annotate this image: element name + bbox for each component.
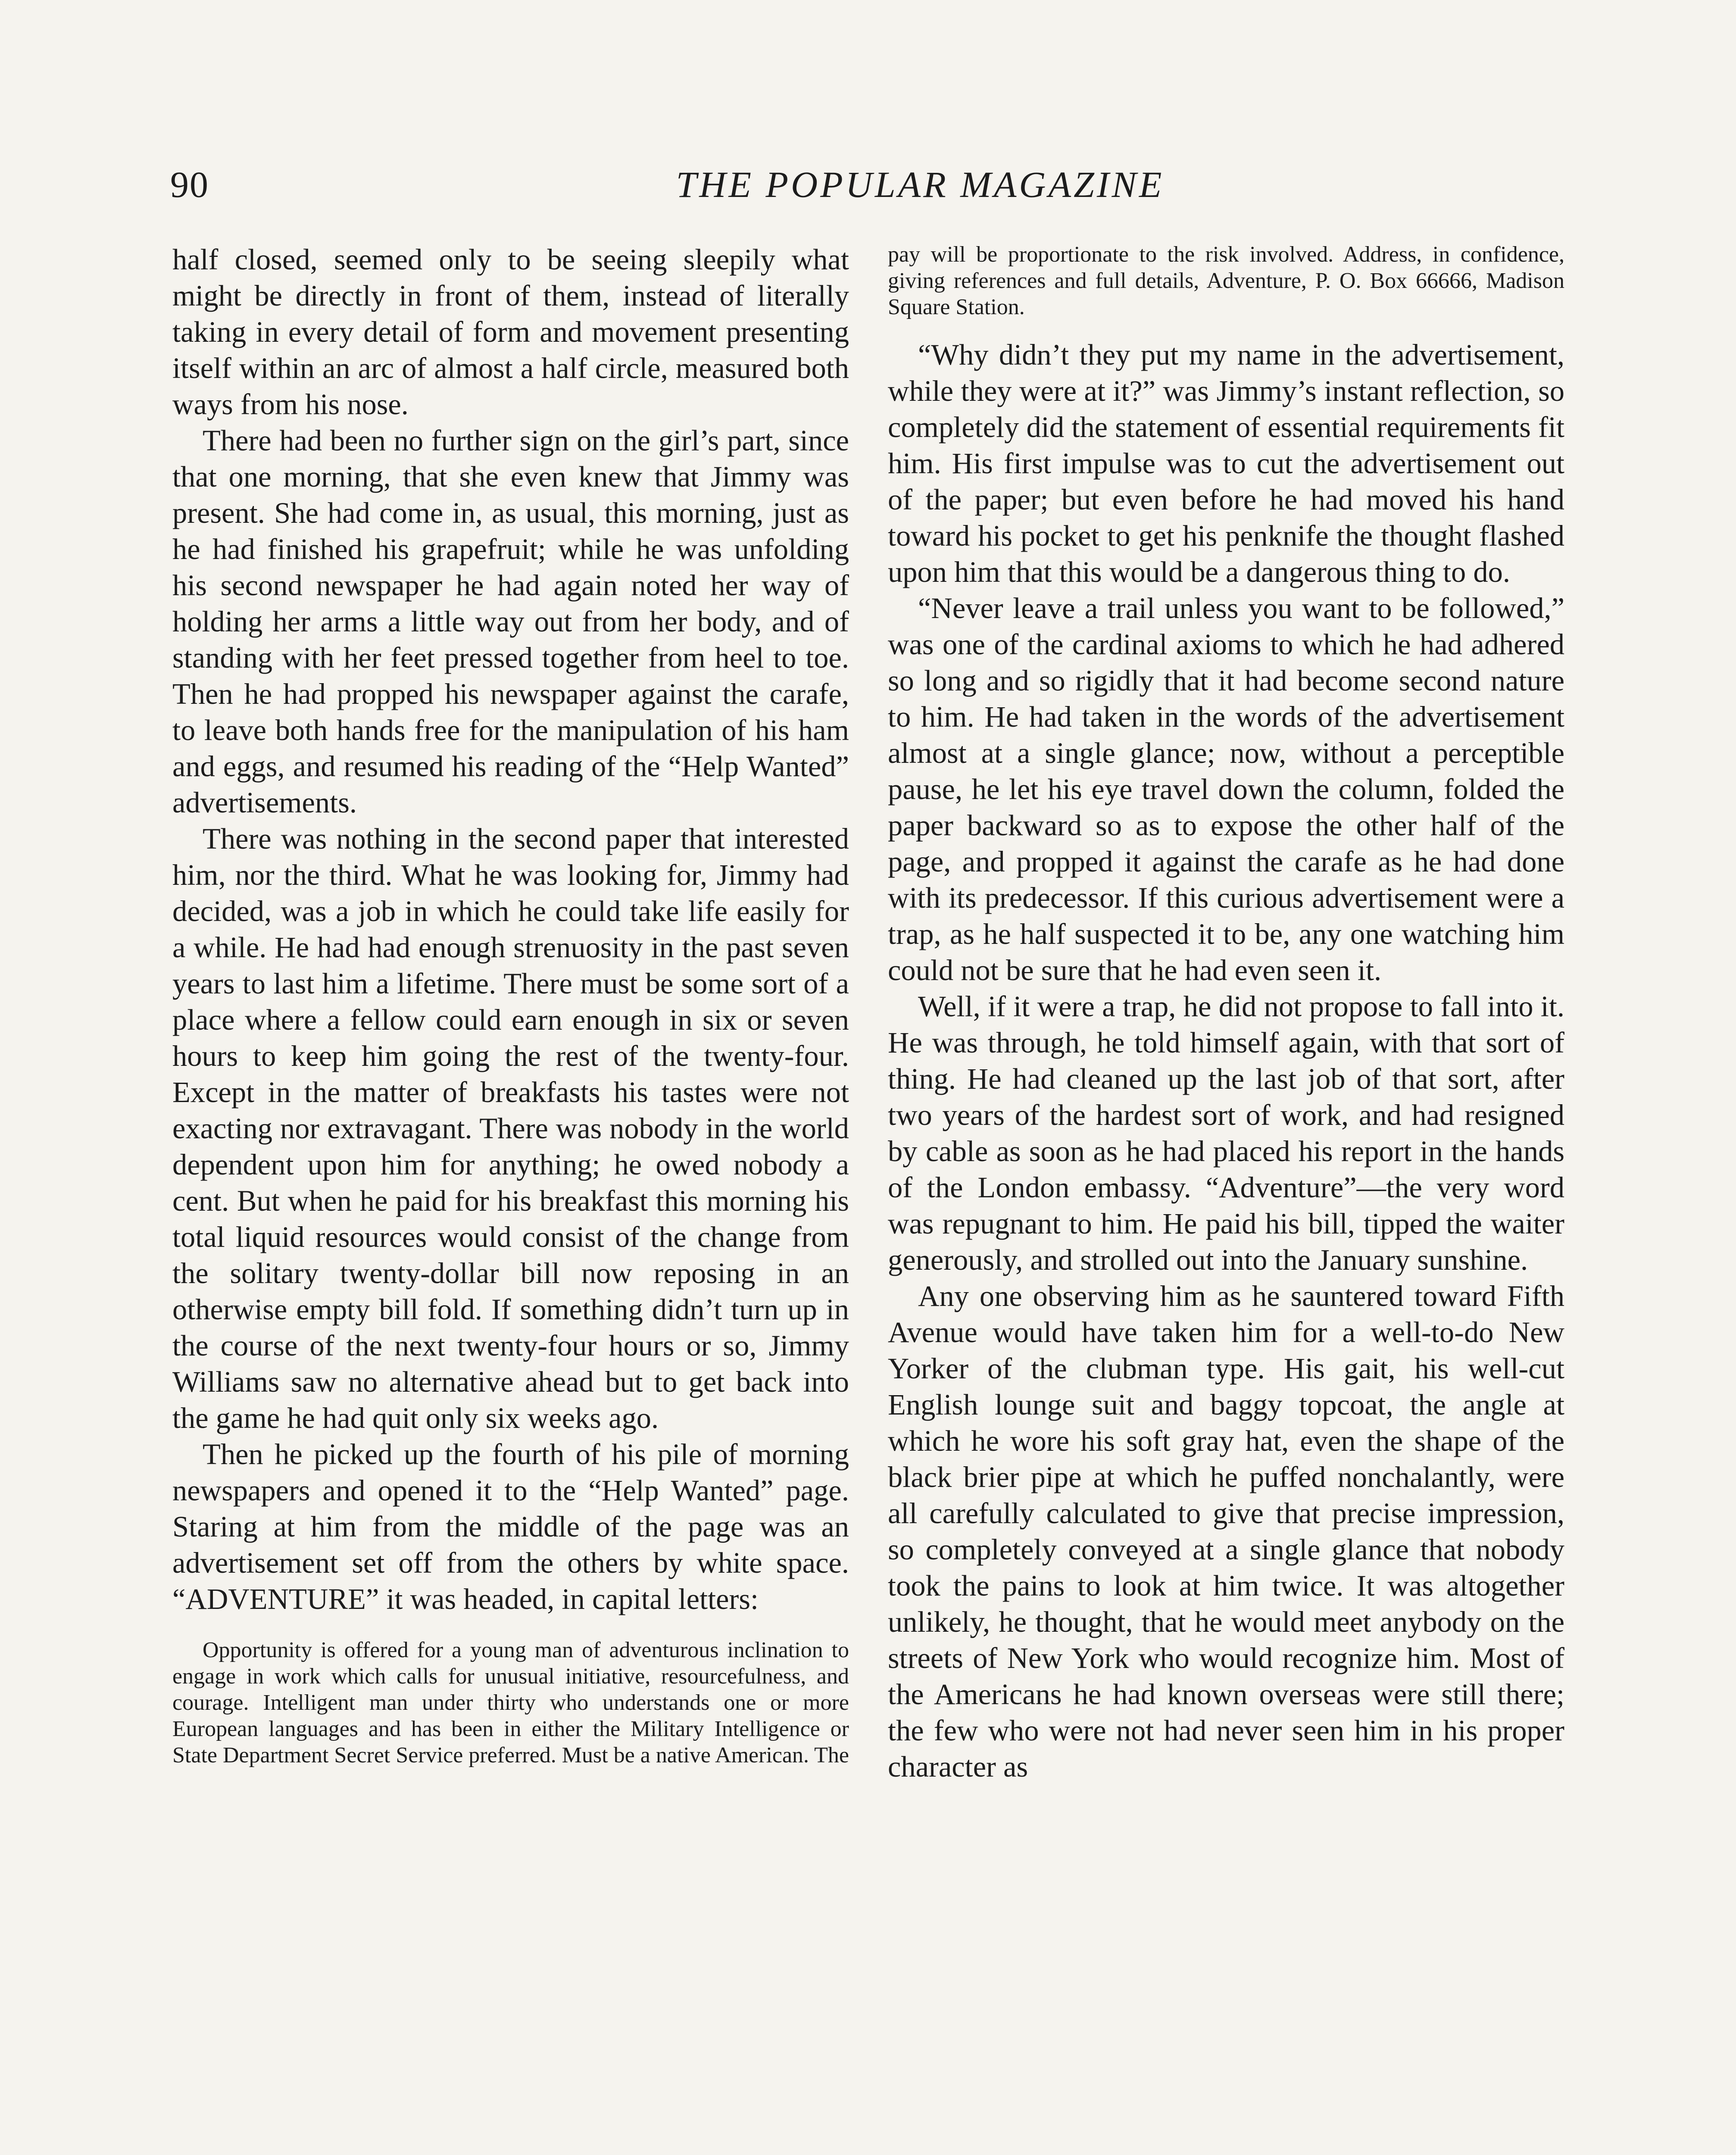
paragraph: Well, if it were a trap, he did not propose to fall into it. He was through, he told himself again, with that sort of thing. He had cleaned up the last job of that sort, after two years of the hardest sort of work, and had resigned by cable as soon as he had placed his report in the hands of the London embassy. “Adventure”—the very word was repugnant to him. He paid his bill, tipped the waiter generously, and strolled out into the January sunshine.	[888, 990, 1564, 1276]
advertisement-text: Opportunity is offered for a young man of adventurous inclination to engage in work which calls for unusual initiative, resourcefulness, and courage. Intelligent man under thirty who understands one or more European languages and has been in either the Military Intelligence or State Department Secret Service preferred. Must be a native American. The	[172, 1638, 849, 1768]
page-number: 90	[170, 164, 209, 205]
paragraph: half closed, seemed only to be seeing sleepily what might be directly in front of them, instead of literally taking in every detail of form and movement presenting itself within an arc of almost a half circle, measured both ways from his nose.	[172, 243, 849, 421]
paragraph: There was nothing in the second paper that interested him, nor the third. What he was looking for, Jimmy had decided, was a job in which he could take life easily for a while. He had had enough strenuosity in the past seven years to last him a lifetime. There must be some sort of a place where a fellow could earn enough in six or seven hours to keep him going the rest of the twenty-four. Except in the matter of breakfasts his tastes were not exacting nor extravagant. There was nobody in the world dependent upon him for anything; he owed nobody a cent. But when he paid for his breakfast this morning his total liquid resources would consist of the change from the solitary twenty-dollar bill now reposing in an otherwise empty bill fold. If something didn’t turn up in the course of the next twenty-four hours or so, Jimmy Williams saw no alternative ahead but to get back into the game he had quit only six weeks ago.	[172, 822, 849, 1434]
right-column	[888, 241, 1564, 1785]
paragraph: Any one observing him as he sauntered toward Fifth Avenue would have taken him for a well-to-do New Yorker of the clubman type. His gait, his well-cut English lounge suit and baggy topcoat, the angle at which he wore his soft gray hat, even the shape of the black brier pipe at which he puffed nonchalantly, were all carefully calculated to give that precise impression, so completely conveyed at a single glance that nobody took the pains to look at him twice. It was altogether unlikely, he thought, that he would meet anybody on the streets of New York who would recognize him. Most of the Americans he had known overseas were still there; the few who were not had never seen him in his proper character as	[888, 1280, 1564, 1783]
running-title: THE POPULAR MAGAZINE	[676, 164, 1165, 205]
paragraph: Then he picked up the fourth of his pile of morning newspapers and opened it to the “Help Wanted” page. Staring at him from the middle of the page was an advertisement set off from the others by white space. “ADVENTURE” it was headed, in capital letters:	[172, 1438, 849, 1615]
advertisement-text-continued: pay will be proportionate to the risk involved. Address, in confidence, giving references and full details, Adventure, P. O. Box 66666, Madison Square Station.	[888, 242, 1564, 319]
paragraph: There had been no further sign on the girl’s part, since that one morning, that she even knew that Jimmy was present. She had come in, as usual, this morning, just as he had finished his grapefruit; while he was unfolding his second newspaper he had again noted her way of holding her arms a little way out from her body, and of standing with her feet pressed together from heel to toe. Then he had propped his newspaper against the carafe, to leave both hands free for the manipulation of his ham and eggs, and resumed his reading of the “Help Wanted” advertisements.	[172, 424, 849, 819]
left-column	[172, 241, 849, 1768]
paragraph: “Never leave a trail unless you want to be followed,” was one of the cardinal axioms to which he had adhered so long and so rigidly that it had become second nature to him. He had taken in the words of the advertisement almost at a single glance; now, without a perceptible pause, he let his eye travel down the column, folded the paper backward so as to expose the other half of the page, and propped it against the carafe as he had done with its predecessor. If this curious advertisement were a trap, as he half suspected it to be, any one watching him could not be sure that he had even seen it.	[888, 592, 1564, 987]
page-header	[170, 163, 1575, 215]
paragraph: “Why didn’t they put my name in the advertisement, while they were at it?” was Jimmy’s instant reflection, so completely did the statement of essential requirements fit him. His first impulse was to cut the advertisement out of the paper; but even before he had moved his hand toward his pocket to get his penknife the thought flashed upon him that this would be a dangerous thing to do.	[888, 338, 1564, 588]
